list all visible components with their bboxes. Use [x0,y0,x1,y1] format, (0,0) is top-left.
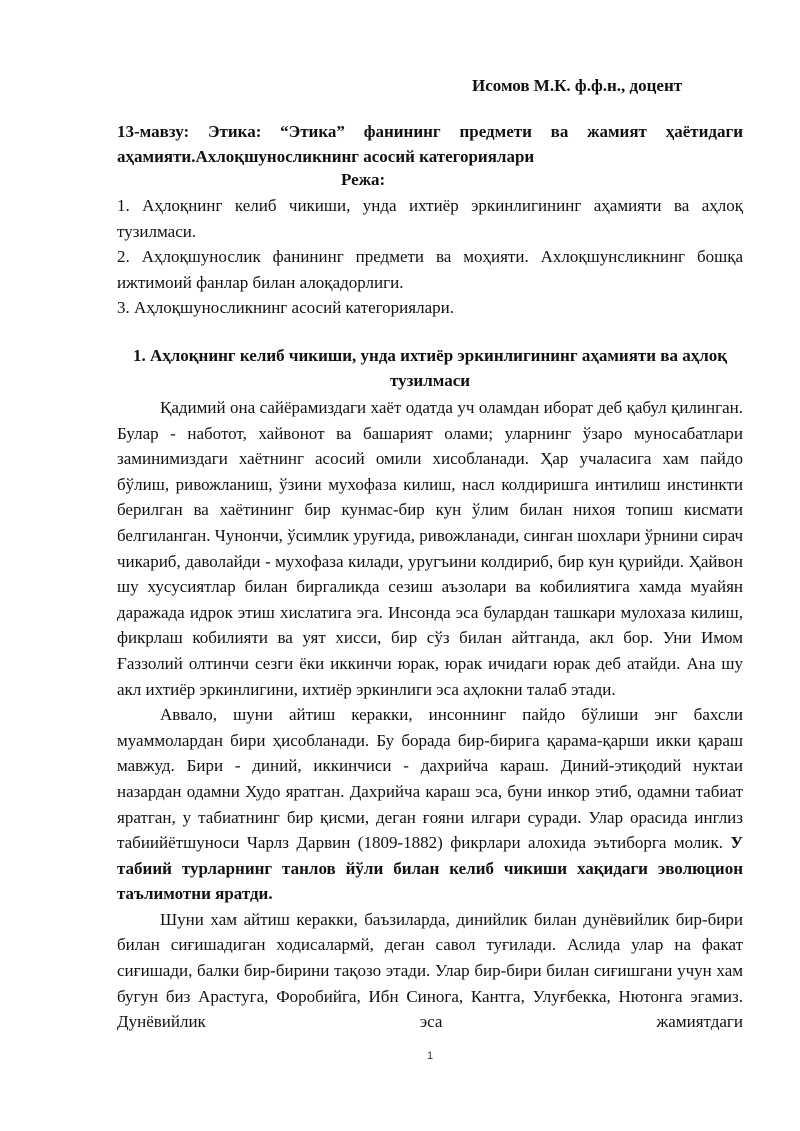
section-body [117,395,743,1035]
body-paragraph: Шуни хам айтиш керакки, баъзиларда, динийлик билан дунёвийлик бир-бири билан сиғишадиган ходисалармй, деган савол туғилади. Аслида улар на факат сиғишади, балки бир-бирини тақозо этади. Улар бир-бири билан сиғишгани учун хам бугун биз Арастуга, Форобийга, Ибн Синога, Кантга, Улуғбекка, Нютонга эгамиз. Дунёвийлик эса жамиятдаги [117,909,743,1032]
body-paragraph [117,702,743,907]
section-heading: 1. Аҳлоқнинг келиб чикиши, унда ихтиёр эркинлигининг аҳамияти ва аҳлоқ тузилмаси [132,346,728,390]
plan-item: 2. Аҳлоқшунослик фанининг предмети ва моҳияти. Ахлоқшунсликнинг бошқа ижтимоий фанлар билан алоқадорлиги. [117,247,743,292]
plan-heading: Режа: [341,170,386,189]
body-paragraph: Қадимий она сайёрамиздаги хаёт одатда уч оламдан иборат деб қабул қилинган. Булар - наботот, хайвонот ва башарият олами; уларнинг ўзаро муносабатлари заминимиздаги хаётнинг асосий омили хисобланади. Ҳар учаласига хам пайдо бўлиш, ривожланиш, ўзини мухофаза килиш, насл колдиришга интилиш инстинкти берилган ва хаётининг бир кунмас-бир кун ўлим билан нихоя топиш кисмати белгиланган. Чунончи, ўсимлик уруғида, ривожланади, синган шохлари ўрнини сирач чикариб, даволайди - мухофаза килади, уругъини колдириб, бир кун қурийди. Ҳайвон шу хусусиятлар билан биргаликда сезиш аъзолари ва кобилиятига хамда муайян даражада идрок этиш хислатига эга. Инсонда эса булардан ташкари мулохаза килиш, фикрлаш кобилияти ва уят хисси, бир сўз билан айтганда, акл бор. Уни Имом Ғаззолий олтинчи сезги ёки иккинчи юрак, юрак ичидаги юрак деб атайди. Ана шу акл ихтиёр эркинлигини, ихтиёр эркинлиги эса аҳлокни талаб этади. [117,398,743,699]
plan-item: 1. Аҳлоқнинг келиб чикиши, унда ихтиёр эркинлигининг аҳамияти ва аҳлоқ тузилмаси. [117,196,743,241]
body-paragraph-text: Аввало, шуни айтиш керакки, инсоннинг пайдо бўлиши энг бахсли муаммолардан бири ҳисобланади. Бу борада бир-бирига қарама-қарши икки қараш мавжуд. Бири - диний, иккинчиси - дахрийча караш. Диний-этиқодий нуктаи назардан одамни Худо яратган. Дахрийча караш эса, буни инкор этиб, одамни табиат яратган, у табиатнинг бир қисми, деган ғояни илгари суради. Улар орасида инглиз табиийётшуноси Чарлз Дарвин (1809-1882) фикрлари алохида эътиборга молик. [117,705,743,853]
author-line: Исомов М.К. ф.ф.н., доцент [472,76,683,95]
body-paragraph-bold-text: У табиий турларнинг танлов йўли билан келиб чикиши хақидаги эволюцион таълимотни яратди. [117,833,744,904]
page-number: 1 [426,1050,434,1062]
plan-list [117,193,743,321]
plan-item: 3. Аҳлоқшуносликнинг асосий категориялари. [117,298,454,317]
lecture-title: 13-мавзу: Этика: “Этика” фанининг предмети ва жамият ҳаётидаги аҳамияти.Ахлоқшуносликнинг асосий категориялари [117,122,743,166]
